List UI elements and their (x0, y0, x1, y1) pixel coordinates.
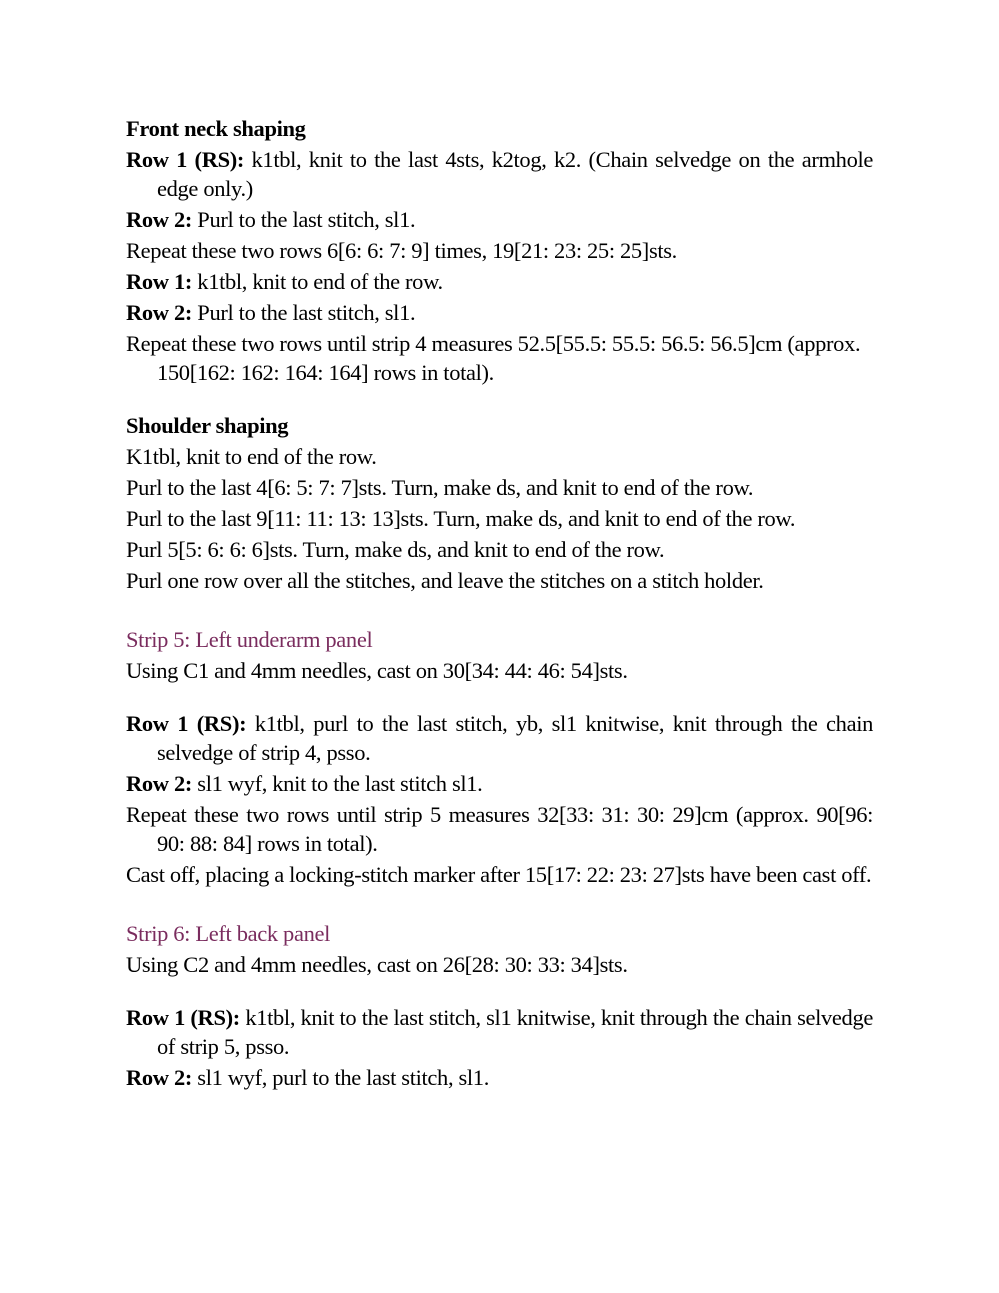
row-text: Purl to the last stitch, sl1. (192, 207, 416, 232)
strip-5-cast-on: Using C1 and 4mm needles, cast on 30[34: 44: 46: 54]sts. (126, 658, 628, 683)
row-label: Row 1 (RS): (126, 711, 247, 736)
strip-5-repeat: Repeat these two rows until strip 5 measures 32[33: 31: 30: 29]cm (approx. 90[96: 90: 88: 84] rows in total). (126, 802, 873, 856)
strip-5-row-1 (126, 709, 873, 767)
strip-6-heading: Strip 6: Left back panel (126, 921, 331, 946)
document-page (126, 114, 873, 1092)
row-text: k1tbl, knit to the last stitch, sl1 knitwise, knit through the chain selvedge of strip 5, psso. (157, 1005, 873, 1059)
row-label: Row 1 (RS): (126, 1005, 240, 1030)
front-neck-repeat-1: Repeat these two rows 6[6: 6: 7: 9] times, 19[21: 23: 25: 25]sts. (126, 238, 677, 263)
row-text: k1tbl, purl to the last stitch, yb, sl1 knitwise, knit through the chain selvedge of strip 4, psso. (157, 711, 874, 765)
front-neck-heading: Front neck shaping (126, 116, 306, 141)
shoulder-line-4: Purl 5[5: 6: 6: 6]sts. Turn, make ds, and knit to end of the row. (126, 537, 665, 562)
row-label: Row 2: (126, 300, 193, 325)
strip-5-cast-off: Cast off, placing a locking-stitch marker after 15[17: 22: 23: 27]sts have been cast off. (126, 862, 872, 887)
row-label: Row 2: (126, 207, 193, 232)
row-label: Row 2: (126, 1065, 193, 1090)
row-text: k1tbl, knit to end of the row. (192, 269, 443, 294)
strip-5-row-2 (126, 769, 873, 798)
front-neck-row-2b (126, 298, 873, 327)
front-neck-row-1 (126, 145, 873, 203)
row-text: k1tbl, knit to the last 4sts, k2tog, k2. (Chain selvedge on the armhole edge only.) (157, 147, 874, 201)
row-label: Row 2: (126, 771, 193, 796)
strip-6-cast-on: Using C2 and 4mm needles, cast on 26[28: 30: 33: 34]sts. (126, 952, 628, 977)
front-neck-row-1b (126, 267, 873, 296)
strip-6-row-1 (126, 1003, 873, 1061)
shoulder-line-2: Purl to the last 4[6: 5: 7: 7]sts. Turn, make ds, and knit to end of the row. (126, 475, 754, 500)
strip-5-heading: Strip 5: Left underarm panel (126, 627, 373, 652)
row-label: Row 1 (RS): (126, 147, 245, 172)
shoulder-line-3: Purl to the last 9[11: 11: 13: 13]sts. Turn, make ds, and knit to end of the row. (126, 506, 796, 531)
shoulder-line-1: K1tbl, knit to end of the row. (126, 444, 377, 469)
strip-6-row-2 (126, 1063, 873, 1092)
row-text: Purl to the last stitch, sl1. (192, 300, 416, 325)
front-neck-row-2 (126, 205, 873, 234)
front-neck-repeat-2: Repeat these two rows until strip 4 measures 52.5[55.5: 55.5: 56.5: 56.5]cm (approx. 150[162: 162: 164: 164] rows in total). (126, 331, 861, 385)
shoulder-heading: Shoulder shaping (126, 413, 289, 438)
row-text: sl1 wyf, purl to the last stitch, sl1. (192, 1065, 489, 1090)
shoulder-line-5: Purl one row over all the stitches, and leave the stitches on a stitch holder. (126, 568, 764, 593)
row-label: Row 1: (126, 269, 193, 294)
row-text: sl1 wyf, knit to the last stitch sl1. (192, 771, 483, 796)
